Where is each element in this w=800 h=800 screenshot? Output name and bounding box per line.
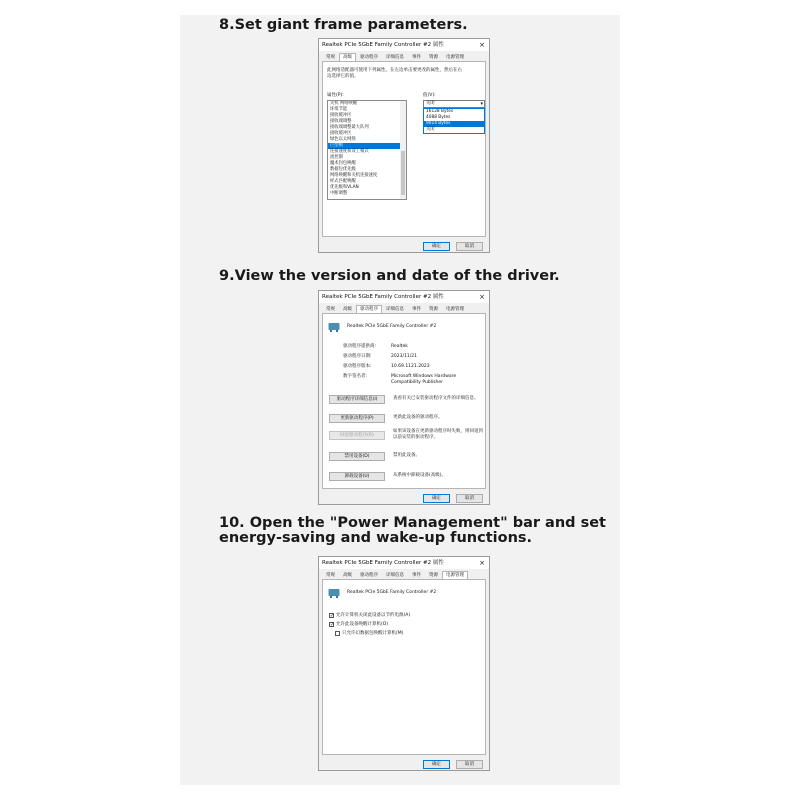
driver-action-description: 如果该设备在更新驱动程序时失败，则回退到 bbox=[393, 429, 483, 434]
device-name: Realtek PCIe 5GbE Family Controller #2 bbox=[347, 324, 437, 329]
value-label: 值(V): bbox=[423, 93, 436, 98]
driver-tab-panel bbox=[322, 313, 486, 489]
driver-info-value: 10.69.1121.2023 bbox=[391, 364, 430, 369]
driver-action-description: 从系统中卸载设备(高级)。 bbox=[393, 473, 447, 478]
scrollbar-thumb[interactable] bbox=[401, 151, 405, 195]
driver-action-button[interactable]: 更新驱动程序(P) bbox=[329, 414, 385, 423]
tab-events[interactable]: 事件 bbox=[412, 307, 421, 312]
property-label: 属性(P): bbox=[327, 93, 344, 98]
ok-button[interactable]: 确定 bbox=[423, 760, 450, 769]
property-list-item[interactable]: 绿色以太网络 bbox=[330, 137, 356, 142]
property-list-item[interactable]: 数据包优先级 bbox=[330, 167, 356, 172]
tab-details[interactable]: 详细信息 bbox=[386, 573, 404, 578]
driver-action-description: 以前安装的驱动程序。 bbox=[393, 435, 438, 440]
property-scrollbar[interactable] bbox=[400, 101, 406, 199]
tab-resources[interactable]: 资源 bbox=[429, 573, 438, 578]
tab-details[interactable]: 详细信息 bbox=[386, 307, 404, 312]
step-10-title-line-1: 10. Open the "Power Management" bar and set bbox=[219, 515, 606, 531]
property-list-item[interactable]: 魔术封包唤醒 bbox=[330, 161, 356, 166]
tab-details[interactable]: 详细信息 bbox=[386, 55, 404, 60]
tab-general[interactable]: 常规 bbox=[326, 573, 335, 578]
property-list-item[interactable]: 接收端调整 bbox=[330, 119, 352, 124]
driver-info-label: 驱动程序提供商: bbox=[343, 344, 377, 349]
tab-driver[interactable]: 驱动程序 bbox=[360, 55, 378, 60]
description-line-1: 此网络适配器可使用下列属性。在左边单击要更改的属性，然后在右 bbox=[327, 68, 462, 73]
close-icon[interactable]: × bbox=[479, 293, 485, 301]
driver-action-button[interactable]: 卸载设备(U) bbox=[329, 472, 385, 481]
tab-driver[interactable]: 驱动程序 bbox=[360, 573, 378, 578]
value-option[interactable]: 4088 Bytes bbox=[426, 115, 451, 120]
power-option-checkbox[interactable] bbox=[335, 631, 340, 636]
network-adapter-icon bbox=[328, 588, 340, 598]
property-list-item[interactable]: 接收缓冲区 bbox=[330, 131, 352, 136]
tab-advanced[interactable]: 高级 bbox=[343, 573, 352, 578]
driver-info-value: Realtek bbox=[391, 344, 408, 349]
driver-info-value: 2023/11/21 bbox=[391, 354, 417, 359]
cancel-button[interactable]: 取消 bbox=[456, 242, 483, 251]
driver-action-button[interactable]: 回退驱动程序(R) bbox=[329, 431, 385, 440]
property-list-item[interactable]: 样式匹配唤醒 bbox=[330, 179, 356, 184]
power-option-label: 允许计算机关闭此设备以节约电源(A) bbox=[336, 612, 411, 618]
step-10-title-line-2: energy-saving and wake-up functions. bbox=[219, 530, 533, 546]
step-9-title: 9.View the version and date of the driver. bbox=[219, 268, 560, 284]
power-option-label: 允许此设备唤醒计算机(O) bbox=[336, 621, 389, 627]
driver-action-description: 查看有关已安装驱动程序文件的详细信息。 bbox=[393, 396, 479, 401]
property-list-item[interactable]: 关机 网络唤醒 bbox=[330, 101, 358, 106]
value-select-current: 关闭 bbox=[426, 101, 435, 106]
property-list-item[interactable]: 流控制 bbox=[330, 155, 343, 160]
driver-info-label: 驱动程序日期: bbox=[343, 354, 372, 359]
power-tab-panel bbox=[322, 579, 486, 755]
power-option-checkbox[interactable]: ✓ bbox=[330, 622, 335, 628]
tab-advanced[interactable]: 高级 bbox=[339, 53, 356, 61]
dialog-title: Realtek PCIe 5GbE Family Controller #2 属性 bbox=[322, 42, 444, 48]
tab-general[interactable]: 常规 bbox=[326, 55, 335, 60]
driver-info-label: 驱动程序版本: bbox=[343, 364, 372, 369]
property-listbox[interactable] bbox=[327, 100, 407, 200]
tab-events[interactable]: 事件 bbox=[412, 55, 421, 60]
step-8-title: 8.Set giant frame parameters. bbox=[219, 17, 468, 33]
dialog-titlebar bbox=[319, 39, 489, 51]
tab-power-management[interactable]: 电源管理 bbox=[442, 571, 468, 579]
close-icon[interactable]: × bbox=[479, 559, 485, 567]
power-management-dialog bbox=[318, 556, 490, 771]
tab-advanced[interactable]: 高级 bbox=[343, 307, 352, 312]
chevron-down-icon: ▾ bbox=[480, 101, 483, 107]
driver-info-value: Microsoft Windows Hardware bbox=[391, 374, 457, 379]
ok-button[interactable]: 确定 bbox=[423, 242, 450, 251]
advanced-tab-panel bbox=[322, 61, 486, 237]
dialog-title: Realtek PCIe 5GbE Family Controller #2 属性 bbox=[322, 560, 444, 566]
tab-resources[interactable]: 资源 bbox=[429, 307, 438, 312]
property-list bbox=[328, 101, 406, 197]
property-list-item[interactable]: 接收缓冲区 bbox=[330, 113, 352, 118]
device-name: Realtek PCIe 5GbE Family Controller #2 bbox=[347, 590, 437, 595]
power-option-checkbox[interactable]: ✓ bbox=[330, 613, 335, 619]
value-option[interactable]: 16128 Bytes bbox=[426, 109, 454, 114]
property-list-item[interactable]: 接收端调整最大队列 bbox=[330, 125, 369, 130]
dialog-titlebar bbox=[319, 557, 489, 569]
dialog-titlebar bbox=[319, 291, 489, 303]
driver-info-label: 数字签名者: bbox=[343, 374, 368, 379]
property-list-item[interactable]: 中断调整 bbox=[330, 191, 348, 196]
value-dropdown-list[interactable] bbox=[423, 108, 485, 134]
close-icon[interactable]: × bbox=[479, 41, 485, 49]
tab-strip bbox=[322, 53, 468, 61]
tab-strip bbox=[322, 571, 468, 579]
property-list-item[interactable]: 环境节能 bbox=[330, 107, 348, 112]
tab-events[interactable]: 事件 bbox=[412, 573, 421, 578]
driver-properties-dialog bbox=[318, 290, 490, 505]
driver-action-button[interactable]: 禁用设备(D) bbox=[329, 452, 385, 461]
tab-strip bbox=[322, 305, 468, 313]
driver-action-button[interactable]: 驱动程序详细信息(I) bbox=[329, 395, 385, 404]
ok-button[interactable]: 确定 bbox=[423, 494, 450, 503]
tab-resources[interactable]: 资源 bbox=[429, 55, 438, 60]
description-line-2: 边选择它的值。 bbox=[327, 74, 359, 79]
power-option-label: 只允许幻数据包唤醒计算机(M) bbox=[342, 630, 404, 636]
dialog-title: Realtek PCIe 5GbE Family Controller #2 属性 bbox=[322, 294, 444, 300]
cancel-button[interactable]: 取消 bbox=[456, 494, 483, 503]
network-adapter-icon bbox=[328, 322, 340, 332]
value-options bbox=[424, 109, 484, 133]
cancel-button[interactable]: 取消 bbox=[456, 760, 483, 769]
tab-power-management[interactable]: 电源管理 bbox=[446, 307, 464, 312]
driver-info-value: Compatibility Publisher bbox=[391, 380, 444, 385]
tab-power-management[interactable]: 电源管理 bbox=[446, 55, 464, 60]
driver-action-description: 更新此设备的驱动程序。 bbox=[393, 415, 443, 420]
advanced-properties-dialog bbox=[318, 38, 490, 253]
property-list-item[interactable]: 巨型帧 bbox=[328, 143, 406, 149]
value-option[interactable]: 9014 Bytes bbox=[424, 121, 484, 127]
property-list-item[interactable]: 优先级和VLAN bbox=[330, 185, 359, 190]
property-list-item[interactable]: 网络唤醒和关机连接速度 bbox=[330, 173, 378, 178]
property-list-item[interactable]: 连接速度和双工模式 bbox=[330, 149, 369, 154]
driver-action-description: 禁用此设备。 bbox=[393, 453, 420, 458]
tab-general[interactable]: 常规 bbox=[326, 307, 335, 312]
tab-driver[interactable]: 驱动程序 bbox=[356, 305, 382, 313]
value-select[interactable] bbox=[423, 100, 485, 108]
value-option[interactable]: 关闭 bbox=[426, 127, 435, 132]
